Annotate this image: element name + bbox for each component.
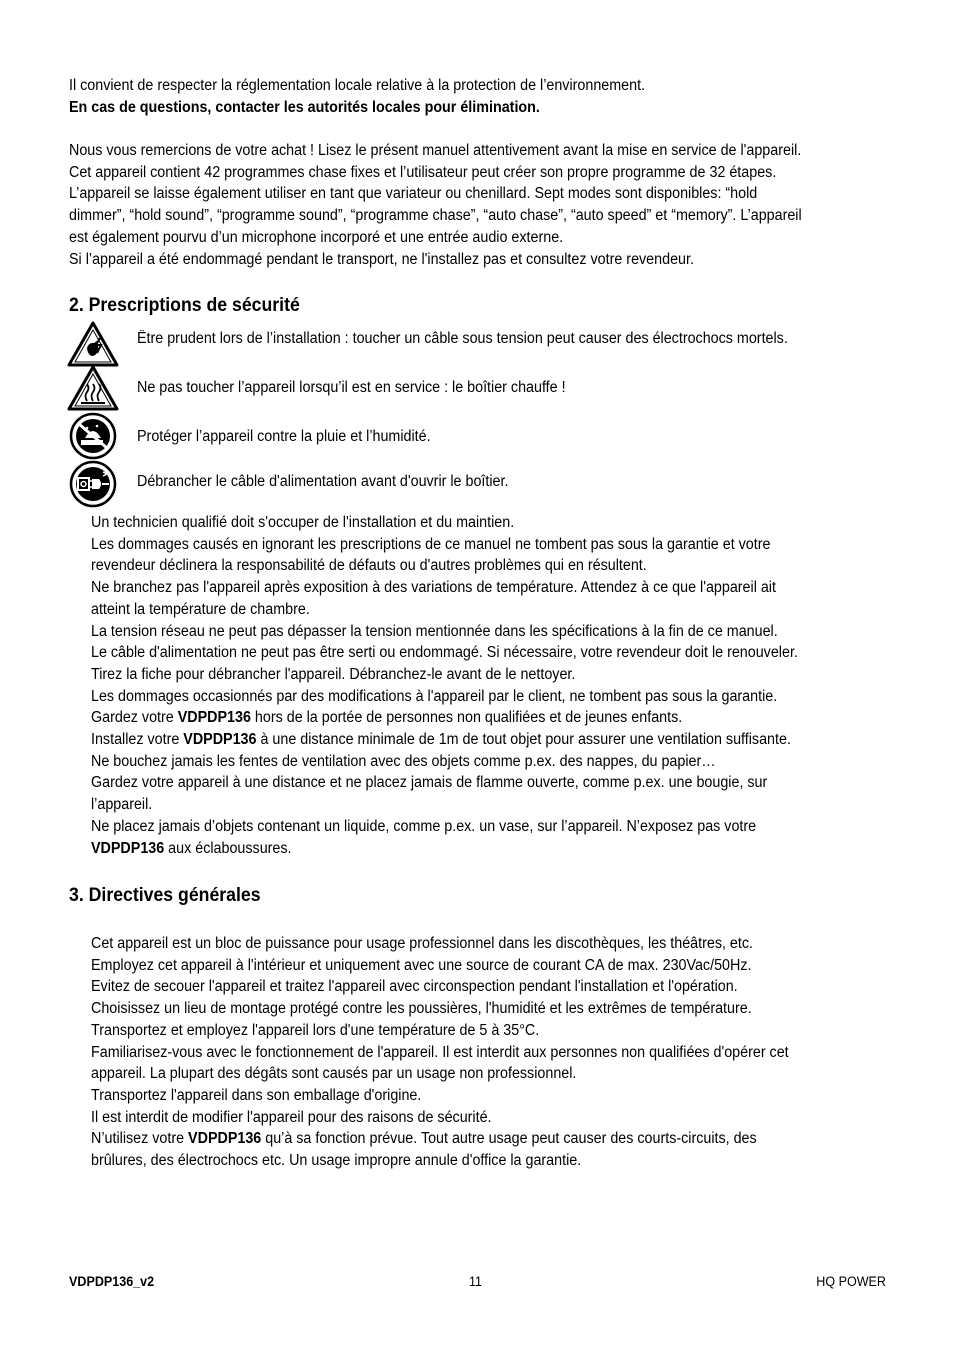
safety-line-splash [91,838,863,860]
warning-text-unplug: Débrancher le câble d'alimentation avant d'ouvrir le boîtier. [137,473,509,490]
general-line: Transportez et employez l'appareil lors d'une température de 5 à 35°C. [91,1021,540,1039]
footer-document-id: VDPDP136_v2 [69,1274,155,1289]
safety-line: Un technicien qualifié doit s'occuper de l'installation et du maintien. [91,514,515,531]
section-heading-safety: 2. Prescriptions de sécurité [69,295,300,316]
text: hors de la portée de personnes non qualifiées et de jeunes enfants. [250,709,683,727]
model-name: VDPDP136 [188,1130,262,1148]
text: Gardez votre [91,709,178,727]
general-line: Transportez l'appareil dans son emballage d'origine. [91,1086,422,1104]
footer-page-number: 11 [469,1274,483,1289]
safety-list [91,512,863,859]
unplug-power-icon [67,460,119,508]
general-line: Employez cet appareil à l'intérieur et uniquement avec une source de courant CA de max. 230Vac/50Hz. [91,956,752,974]
safety-line: Ne branchez pas l'appareil après exposition à des variations de température. Attendez à ce que l'appareil ait [91,579,776,597]
hot-surface-warning-icon [67,364,119,412]
safety-line-install [91,729,863,751]
general-line: Il est interdit de modifier l'appareil pour des raisons de sécurité. [91,1108,492,1126]
general-line: Choisissez un lieu de montage protégé contre les poussières, l'humidité et les extrêmes de température. [91,1000,752,1018]
intro-block [69,75,841,118]
intro-line: Si l’appareil a été endommagé pendant le transport, ne l'installez pas et consultez votre revendeur. [69,250,694,268]
model-name: VDPDP136 [183,731,257,749]
safety-line: atteint la température de chambre. [91,600,310,618]
safety-line: revendeur déclinera la responsabilité de défauts ou d'autres problèmes qui en résultent. [91,557,647,575]
electric-shock-warning-icon [67,320,119,368]
text: aux éclaboussures. [164,839,292,857]
footer-brand: HQ POWER [816,1274,886,1289]
text: qu’à sa fonction prévue. Tout autre usage peut causer des courts-circuits, des [261,1130,757,1148]
general-line: appareil. La plupart des dégâts sont causés par un usage non professionnel. [91,1065,577,1083]
intro-line: Nous vous remercions de votre achat ! Lisez le présent manuel attentivement avant la mise en service de l'appareil. [69,142,802,159]
safety-line: Ne bouchez jamais les fentes de ventilation avec des objets comme p.ex. des nappes, du papier… [91,752,716,770]
safety-line: Les dommages occasionnés par des modifications à l'appareil par le client, ne tombent pas sous la garantie. [91,687,778,705]
model-name: VDPDP136 [177,709,251,727]
general-line: brûlures, des électrochocs etc. Un usage impropre annule d'office la garantie. [91,1152,582,1170]
model-name: VDPDP136 [91,839,165,857]
safety-line: Ne placez jamais d’objets contenant un liquide, comme p.ex. un vase, sur l’appareil. N’exposez pas votre [91,817,757,835]
warning-text-electric: Être prudent lors de l’installation : toucher un câble sous tension peut causer des électrochocs mortels. [137,330,788,347]
safety-line-keep [91,707,863,729]
intro-line: Cet appareil contient 42 programmes chase fixes et l’utilisateur peut créer son propre programme de 32 étapes. [69,163,777,181]
safety-line: Gardez votre appareil à une distance et ne placez jamais de flamme ouverte, comme p.ex. une bougie, sur [91,774,768,792]
environment-note-bold: En cas de questions, contacter les autorités locales pour élimination. [69,98,540,116]
general-list [91,933,863,1172]
environment-note: Il convient de respecter la réglementation locale relative à la protection de l’environnement. [69,77,646,94]
intro-line: L’appareil se laisse également utiliser en tant que variateur ou chenillard. Sept modes sont disponibles: “hold [69,185,758,203]
safety-line: Les dommages causés en ignorant les prescriptions de ce manuel ne tombent pas sous la garantie et votre [91,535,771,553]
intro-paragraph [69,140,841,270]
intro-line: dimmer”, “hold sound”, “programme sound”, “programme chase”, “auto chase”, “auto speed” et “memory”. L’appareil [69,207,802,225]
text: à une distance minimale de 1m de tout objet pour assurer une ventilation suffisante. [256,731,791,749]
warning-text-hot: Ne pas toucher l’appareil lorsqu’il est en service : le boîtier chauffe ! [137,379,566,396]
section-heading-general: 3. Directives générales [69,885,261,906]
text: N’utilisez votre [91,1130,189,1148]
text: Installez votre [91,731,184,749]
general-line: Familiarisez-vous avec le fonctionnement de l'appareil. Il est interdit aux personnes non qualifiées d'opérer cet [91,1043,789,1061]
intro-line: est également pourvu d’un microphone incorporé et une entrée audio externe. [69,228,564,246]
safety-line: Tirez la fiche pour débrancher l'appareil. Débranchez-le avant de le nettoyer. [91,665,576,683]
safety-line: l’appareil. [91,796,153,814]
general-line-use [91,1128,863,1150]
protect-from-rain-icon [67,412,119,460]
warning-text-rain: Protéger l’appareil contre la pluie et l’humidité. [137,428,431,445]
safety-line: Le câble d'alimentation ne peut pas être serti ou endommagé. Si nécessaire, votre revendeur doit le renouveler. [91,644,798,662]
safety-line: La tension réseau ne peut pas dépasser la tension mentionnée dans les spécifications à la fin de ce manuel. [91,622,778,640]
general-line: Evitez de secouer l'appareil et traitez l'appareil avec circonspection pendant l'installation et l'opération. [91,978,738,996]
general-line: Cet appareil est un bloc de puissance pour usage professionnel dans les discothèques, les théâtres, etc. [91,935,754,952]
